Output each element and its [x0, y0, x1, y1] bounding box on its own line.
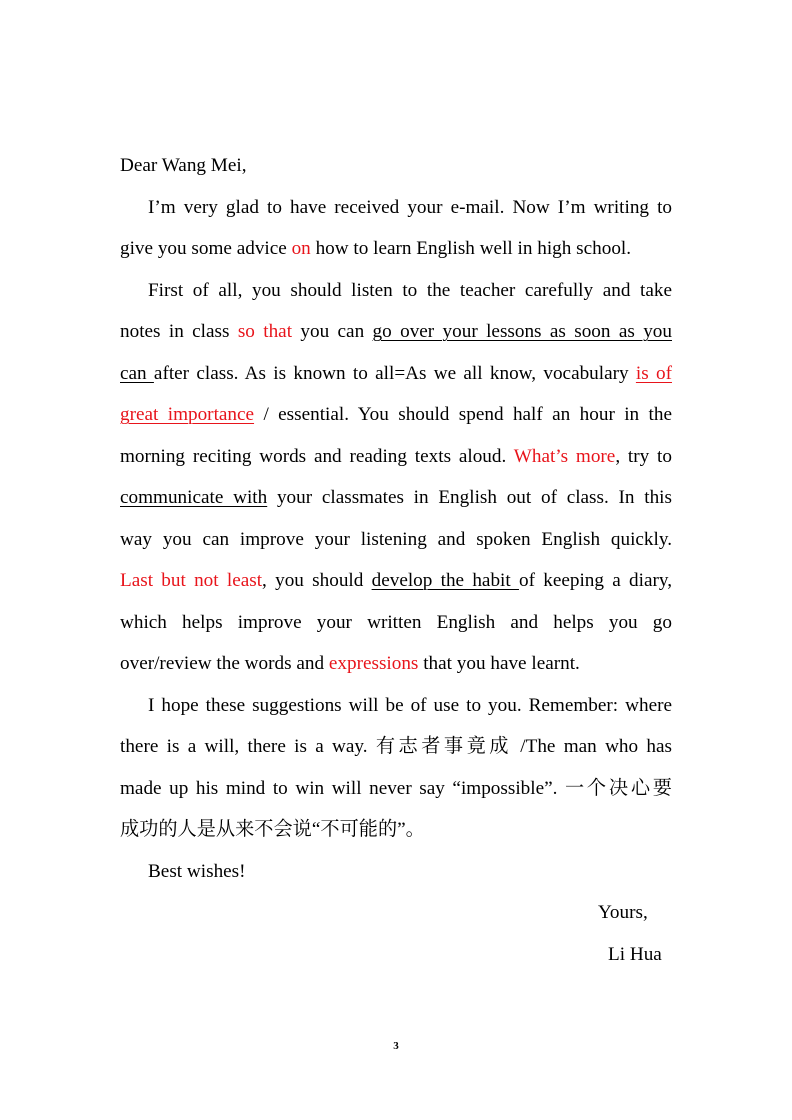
highlight-underlined-phrase: great importance	[120, 404, 255, 425]
paragraph-2-line-6	[120, 477, 672, 519]
paragraph-2-line-4	[120, 394, 672, 436]
paragraph-2-line-2	[120, 311, 672, 353]
text: , try to	[615, 445, 672, 467]
highlight-phrase: so that	[237, 321, 293, 342]
highlight-phrase: on	[291, 238, 311, 259]
signoff: Yours,	[598, 902, 648, 923]
text: you can	[292, 321, 373, 342]
text: after class. As is known to all=As we all know, vocabulary	[153, 362, 636, 384]
text: notes in class	[120, 321, 238, 342]
salutation: Dear Wang Mei,	[120, 155, 247, 176]
text: your classmates in English out of class. In this	[267, 487, 672, 508]
letter-body	[120, 145, 672, 975]
highlight-underlined-phrase: is of	[635, 362, 672, 384]
text: that you have learnt.	[418, 653, 580, 674]
underlined-phrase: develop the habit	[371, 570, 519, 591]
text: over/review the words and	[120, 653, 329, 674]
paragraph-1-line-2	[120, 228, 672, 270]
paragraph-3-line-1: I hope these suggestions will be of use to you. Remember: where	[148, 694, 672, 716]
signature: Li Hua	[608, 943, 662, 965]
paragraph-2-line-3	[120, 353, 672, 395]
highlight-phrase: expressions	[328, 653, 419, 674]
text: morning reciting words and reading texts aloud.	[120, 445, 514, 467]
paragraph-2-line-9: which helps improve your written English and helps you go	[120, 611, 672, 633]
text: how to learn English well in high school.	[310, 238, 632, 259]
text: of keeping a diary,	[518, 570, 672, 591]
text: , you should	[262, 570, 372, 591]
paragraph-2-line-10	[120, 643, 672, 685]
underlined-phrase: communicate with	[120, 487, 268, 508]
paragraph-2-line-8	[120, 560, 672, 602]
highlight-phrase: What’s more	[513, 445, 616, 467]
paragraph-3-line-2: there is a will, there is a way. 有志者事竟成 /The man who has	[120, 736, 672, 757]
page-number: 3	[393, 1040, 399, 1052]
underlined-phrase: go over your lessons as soon as you	[372, 321, 672, 342]
text: give you some advice	[120, 238, 292, 259]
underlined-phrase: can	[120, 362, 154, 384]
paragraph-2-line-5	[120, 436, 672, 478]
paragraph-2-line-7: way you can improve your listening and spoken English quickly.	[120, 528, 672, 550]
text: / essential. You should spend half an hour in the	[254, 404, 672, 425]
paragraph-1-line-1: I’m very glad to have received your e-mail. Now I’m writing to	[148, 196, 672, 218]
paragraph-2-line-1: First of all, you should listen to the teacher carefully and take	[148, 279, 672, 301]
paragraph-3-line-3: made up his mind to win will never say “impossible”. 一个决心要	[120, 777, 672, 799]
paragraph-3-line-4: 成功的人是从来不会说“不可能的”。	[120, 819, 425, 840]
closing: Best wishes!	[148, 860, 246, 882]
highlight-phrase: Last but not least	[120, 570, 263, 591]
